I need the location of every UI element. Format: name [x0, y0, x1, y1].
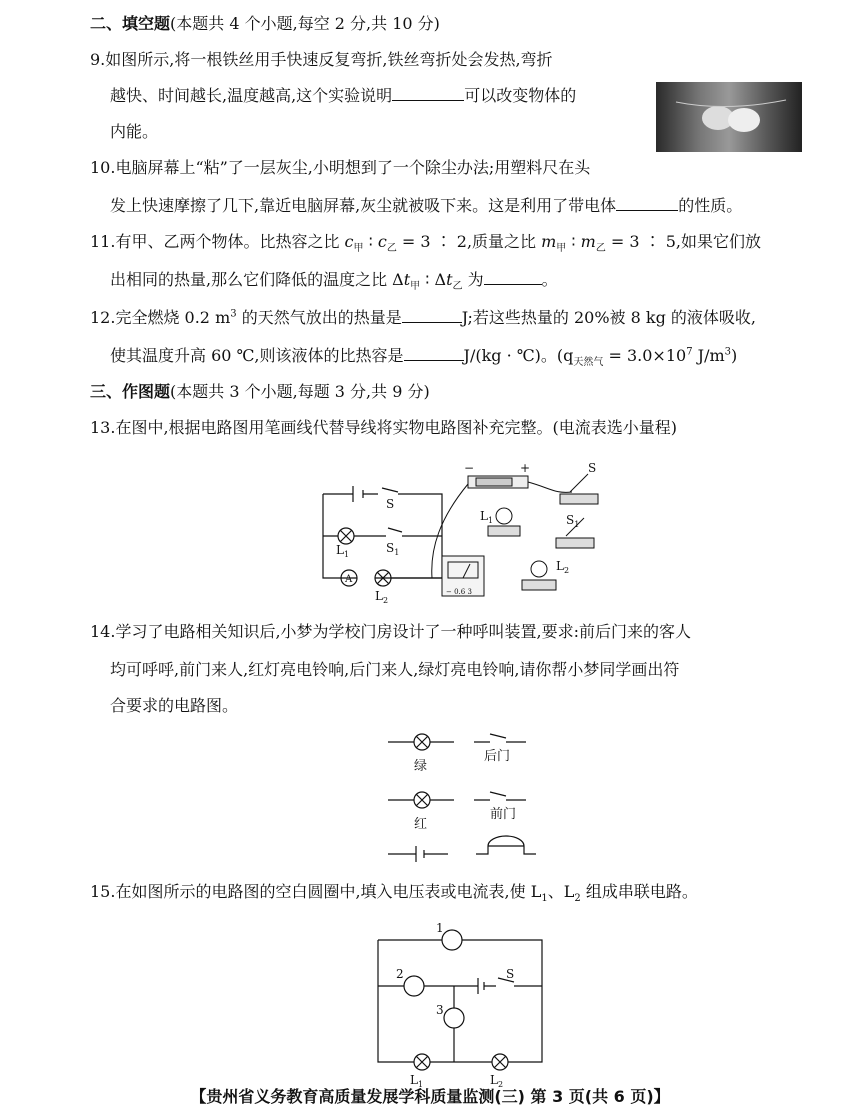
page-footer: 【贵州省义务教育高质量发展学科质量监测(三) 第 3 页(共 6 页)】: [190, 1087, 670, 1106]
q9-line3: 内能。: [110, 122, 159, 141]
q14-line1: 14.学习了电路相关知识后,小梦为学校门房设计了一种呼叫装置,要求:前后门来的客人: [90, 622, 692, 641]
circle-2-label: 2: [396, 967, 404, 981]
q11-line1: 11.有甲、乙两个物体。比热容之比 $c_甲$ ∶ $c_乙 = 3$ ∶ 2,质量之比 $m_甲$ ∶ $m_乙 = 3$ ∶ 5,如果它们放: [90, 232, 762, 255]
bulb-l2-icon: [531, 561, 547, 577]
q15-text: 15.在如图所示的电路图的空白圆圈中,填入电压表或电流表,使 $L_1$、$L_2$ 组成串联电路。: [90, 882, 698, 905]
q12-line1: 12.完全燃烧 0.2 $m^3$ 的天然气放出的热量是 J;若这些热量的 20%被 8 kg 的液体吸收,: [90, 308, 756, 327]
switch-s-label: S: [506, 967, 515, 981]
bulb-l1-icon: [496, 508, 512, 524]
battery-plus: +: [520, 461, 531, 475]
section2-heading: 二、填空题(本题共 4 个小题,每空 2 分,共 10 分): [90, 14, 440, 33]
ammeter-terminals: − 0.6 3: [446, 588, 472, 596]
q13-physical-circuit: [420, 458, 620, 608]
red-label: 红: [414, 817, 428, 832]
q9-line1: 9.如图所示,将一根铁丝用手快速反复弯折,铁丝弯折处会发热,弯折: [90, 50, 553, 69]
bulb-l1-label: $L_1$: [480, 509, 494, 525]
q9-line2: 越快、时间越长,温度越高,这个实验说明 可以改变物体的: [110, 86, 577, 105]
front-door-switch-icon: [474, 792, 526, 800]
circle-3-label: 3: [436, 1003, 444, 1017]
q13-s1-label: $S_1$: [386, 541, 400, 557]
l1-label: $L_1$: [410, 1073, 424, 1089]
l2-label: $L_2$: [490, 1073, 504, 1089]
bulb-l2-base: [522, 580, 556, 590]
switch-s1-label: $S_1$: [566, 513, 580, 529]
back-door-switch-icon: [474, 734, 526, 742]
q12-line2: 使其温度升高 60 ℃,则该液体的比热容是 J/(kg · ℃)。($q_{天然气} = 3.0\times 10^7$ $J/m^3$): [110, 346, 738, 369]
q13-l2-label: $L_2$: [375, 589, 389, 605]
meter-circle-1: [442, 930, 462, 950]
q10-blank[interactable]: [616, 196, 678, 211]
back-door-label: 后门: [484, 749, 511, 764]
meter-circle-2: [404, 976, 424, 996]
q14-line3: 合要求的电路图。: [110, 696, 239, 715]
front-door-label: 前门: [490, 807, 517, 822]
bulb-l1-base: [488, 526, 520, 536]
meter-circle-3: [444, 1008, 464, 1028]
switch-s-label: S: [588, 461, 597, 475]
q11-line2: 出相同的热量,那么它们降低的温度之比 $\Delta t_甲$ ∶ $\Delta t_乙$ 为 。: [110, 270, 558, 293]
battery-icon: [388, 846, 448, 862]
q12-blank1[interactable]: [402, 308, 462, 323]
q15-circuit-diagram: [370, 921, 550, 1089]
q10-line2: 发上快速摩擦了几下,靠近电脑屏幕,灰尘就被吸下来。这是利用了带电体 的性质。: [110, 196, 743, 215]
bending-wire-photo: [656, 82, 802, 152]
hands-icon: [656, 82, 802, 152]
section3-heading: 三、作图题(本题共 3 个小题,每题 3 分,共 9 分): [90, 382, 430, 401]
q14-line2: 均可呼呼,前门来人,红灯亮电铃响,后门来人,绿灯亮电铃响,请你帮小梦同学画出符: [110, 660, 680, 679]
switch-s-base: [560, 494, 598, 504]
bell-icon: [476, 836, 536, 854]
switch-s1-base: [556, 538, 594, 548]
ammeter-symbol: A: [345, 574, 353, 585]
q13-text: 13.在图中,根据电路图用笔画线代替导线将实物电路图补充完整。(电流表选小量程): [90, 418, 678, 437]
q9-blank[interactable]: [392, 86, 464, 101]
q11-blank[interactable]: [484, 270, 542, 285]
q12-blank2[interactable]: [404, 346, 464, 361]
green-label: 绿: [414, 759, 428, 774]
q10-line1: 10.电脑屏幕上“粘”了一层灰尘,小明想到了一个除尘办法;用塑料尺在头: [90, 158, 591, 177]
battery-minus: −: [464, 461, 475, 475]
bulb-l2-label: $L_2$: [556, 559, 570, 575]
q13-s-label: S: [386, 497, 395, 511]
circle-1-label: 1: [436, 921, 444, 935]
q14-components: [388, 728, 538, 863]
q13-l1-label: $L_1$: [336, 543, 350, 559]
